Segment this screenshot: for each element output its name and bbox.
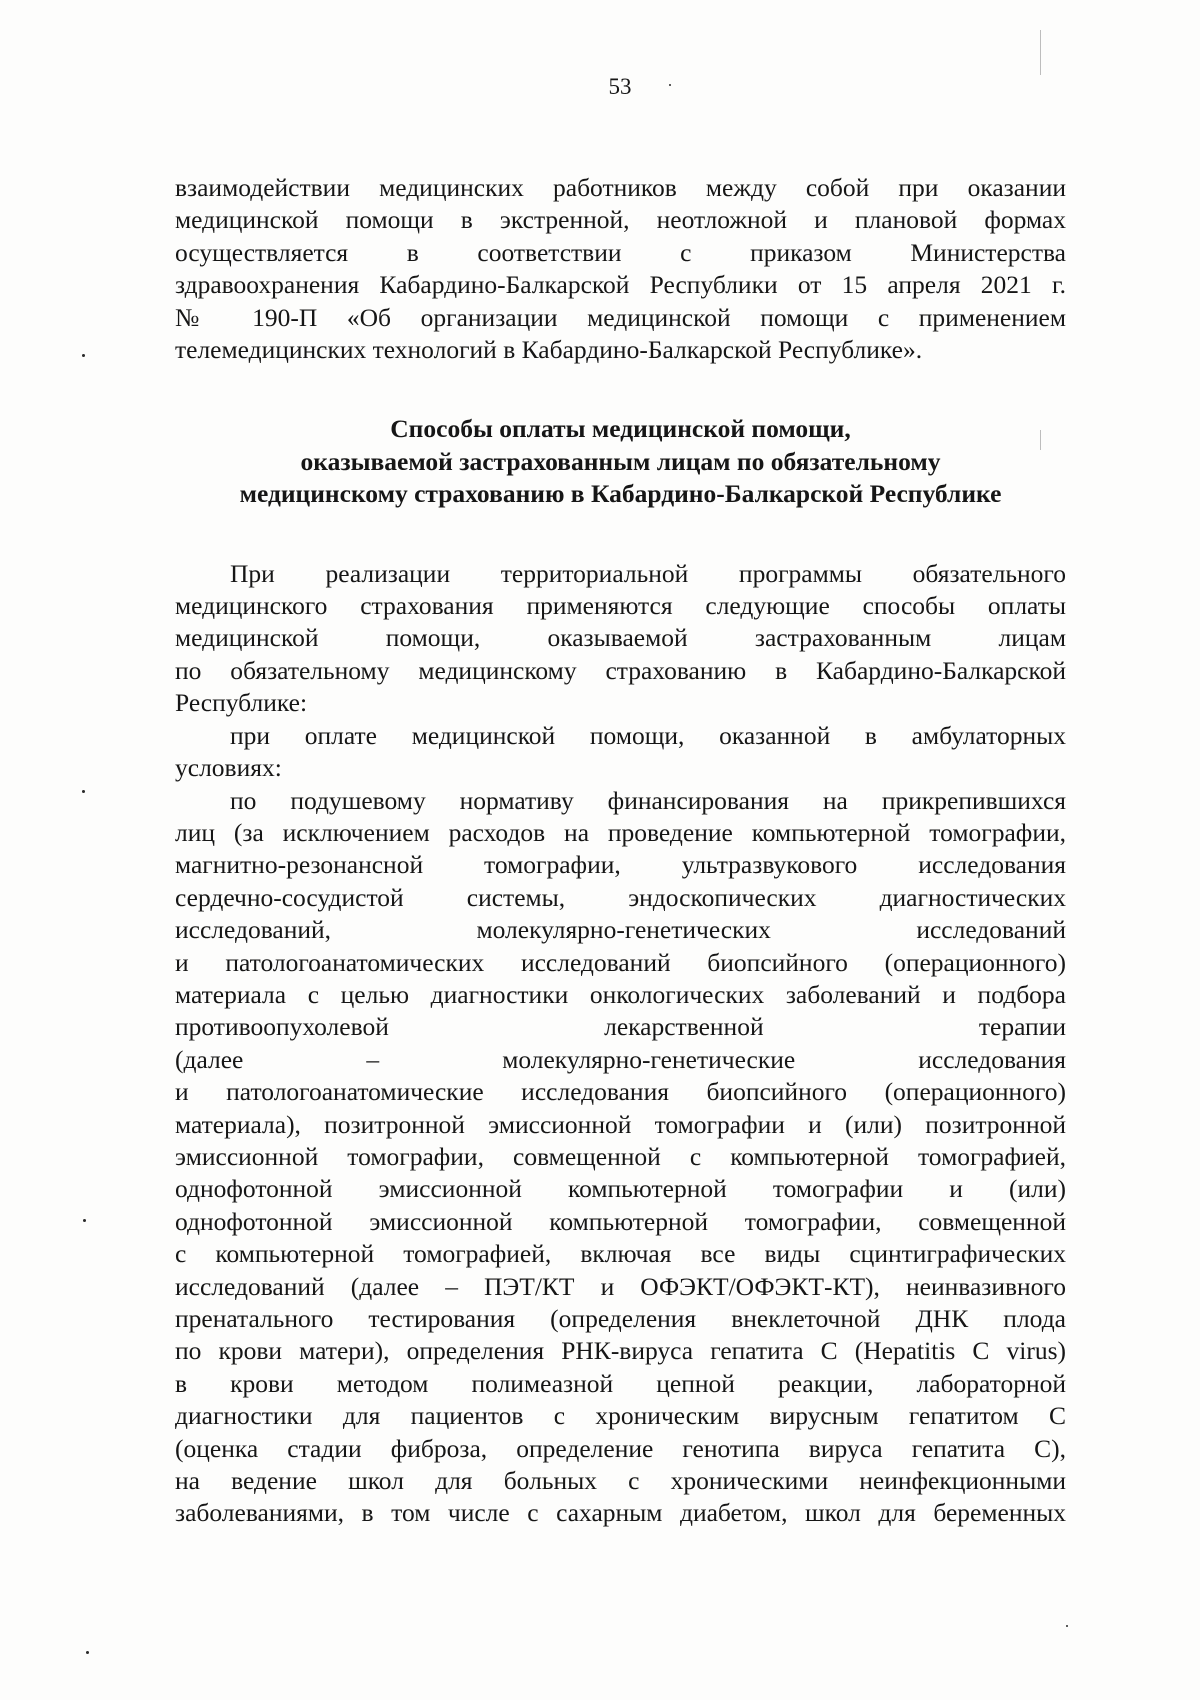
- paragraph-per-capita: [175, 785, 1066, 1530]
- scan-speck: [86, 1651, 89, 1654]
- text-line: медицинской помощи в экстренной, неотложной и плановой формах: [175, 205, 1066, 235]
- text-line: по подушевому нормативу финансирования на прикрепившихся: [230, 785, 1066, 815]
- text-line: медицинской помощи, оказываемой застрахованным лицам: [175, 623, 1066, 653]
- text-line: заболеваниями, в том числе с сахарным диабетом, школ для беременных: [175, 1498, 1066, 1528]
- heading-line: Способы оплаты медицинской помощи,: [390, 414, 851, 444]
- paragraph-ambulatory: [175, 720, 1066, 785]
- page-number: 53: [608, 74, 632, 99]
- scan-mark: [1040, 430, 1041, 450]
- text-line: исследований (далее – ПЭТ/КТ и ОФЭКТ/ОФЭКТ-КТ), неинвазивного: [175, 1271, 1066, 1301]
- text-line: по обязательному медицинскому страхованию в Кабардино-Балкарской: [175, 655, 1066, 685]
- paragraph-payment-methods: [175, 558, 1066, 720]
- text-line: диагностики для пациентов с хроническим вирусным гепатитом С: [175, 1401, 1066, 1431]
- text-line: с компьютерной томографией, включая все виды сцинтиграфических: [175, 1239, 1066, 1269]
- scan-speck: [669, 84, 671, 86]
- text-line: сердечно-сосудистой системы, эндоскопических диагностических: [175, 882, 1066, 912]
- text-line: взаимодействии медицинских работников между собой при оказании: [175, 173, 1066, 202]
- text-line: и патологоанатомических исследований биопсийного (операционного): [175, 947, 1066, 977]
- scan-speck: [1066, 1625, 1068, 1627]
- scan-speck: [82, 790, 85, 793]
- text-line: медицинского страхования применяются следующие способы оплаты: [175, 591, 1066, 621]
- text-line: осуществляется в соответствии с приказом Министерства: [175, 237, 1066, 267]
- intro-paragraph: [175, 172, 1066, 366]
- scan-speck: [82, 354, 85, 357]
- text-line: и патологоанатомические исследования биопсийного (операционного): [175, 1077, 1066, 1107]
- text-line: на ведение школ для больных с хроническими неинфекционными: [175, 1466, 1066, 1496]
- scan-mark: [1040, 30, 1041, 75]
- text-line: исследований, молекулярно-генетических исследований: [175, 915, 1066, 945]
- text-line: материала), позитронной эмиссионной томографии и (или) позитронной: [175, 1109, 1066, 1139]
- text-line: лиц (за исключением расходов на проведение компьютерной томографии,: [175, 817, 1066, 847]
- text-line: условиях:: [175, 753, 282, 783]
- text-line: телемедицинских технологий в Кабардино-Балкарской Республике».: [175, 335, 923, 365]
- text-line: магнитно-резонансной томографии, ультразвукового исследования: [175, 850, 1066, 880]
- document-body: [175, 172, 1066, 1530]
- text-line: материала с целью диагностики онкологических заболеваний и подбора: [175, 979, 1066, 1009]
- text-line: эмиссионной томографии, совмещенной с компьютерной томографией,: [175, 1141, 1066, 1171]
- text-line: однофотонной эмиссионной компьютерной томографии и (или): [175, 1174, 1066, 1204]
- text-line: при оплате медицинской помощи, оказанной в амбулаторных: [230, 720, 1066, 750]
- heading-line: оказываемой застрахованным лицам по обязательному: [300, 446, 941, 476]
- section-heading: [175, 413, 1066, 510]
- text-line: однофотонной эмиссионной компьютерной томографии, совмещенной: [175, 1206, 1066, 1236]
- text-line: Республике:: [175, 688, 308, 718]
- text-line: по крови матери), определения РНК-вируса гепатита С (Hepatitis C virus): [175, 1336, 1066, 1366]
- text-line: № 190-П «Об организации медицинской помощи с применением: [175, 302, 1066, 332]
- text-line: здравоохранения Кабардино-Балкарской Республики от 15 апреля 2021 г.: [175, 270, 1066, 300]
- heading-line: медицинскому страхованию в Кабардино-Балкарской Республике: [239, 479, 1002, 509]
- text-line: противоопухолевой лекарственной терапии: [175, 1012, 1066, 1042]
- text-line: (оценка стадии фиброза, определение генотипа вируса гепатита С),: [175, 1433, 1066, 1463]
- text-line: в крови методом полимеазной цепной реакции, лабораторной: [175, 1368, 1066, 1398]
- text-line: пренатального тестирования (определения внеклеточной ДНК плода: [175, 1304, 1066, 1333]
- scan-speck: [83, 1219, 86, 1222]
- text-line: При реализации территориальной программы обязательного: [230, 558, 1066, 588]
- text-line: (далее – молекулярно-генетические исследования: [175, 1044, 1066, 1074]
